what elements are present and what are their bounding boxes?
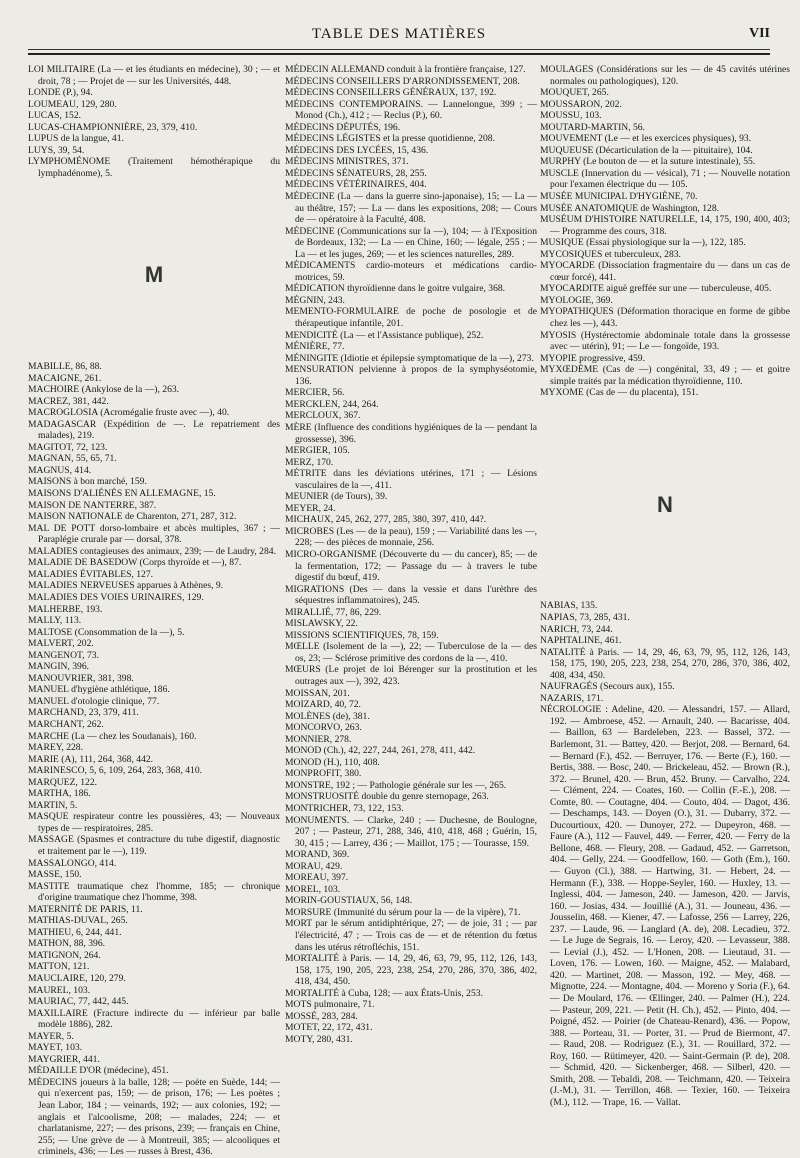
index-entry: LOUMEAU, 129, 280.	[28, 98, 117, 110]
index-entry: MONSTRE, 192 ; — Pathologie générale sur les —, 265.	[285, 779, 507, 791]
index-entry: MACROGLOSIA (Acromégalie fruste avec —), 40.	[28, 407, 230, 419]
index-entry: MÉDECIN ALLEMAND conduit à la frontière française, 127.	[285, 64, 526, 75]
index-entry: MABILLE, 86, 88.	[28, 361, 102, 373]
index-entry: MYOPATHIQUES (Déformation thoracique en forme de gibbe chez les —), 443.	[540, 306, 790, 330]
index-entry: MARQUEZ, 122.	[28, 776, 98, 788]
index-entry: NÉCROLOGIE : Adeline, 420. — Alessandri, 157. — Allard, 192. — Ambroese, 452. — Arnault, 240. — Bacarisse, 404. — Baillon, 63 — Bardeleben, 223. — Bassel, 372. — Barlemont, 31. — Battey, 420. — Berjot, 208. — Bernard, 64. — Bernard (F.), 452. — Berruyer, 176. — Berte (F.), 160. — Bertis, 388. — Bosc, 240. — Brickeleau, 452. — Brown (R.), 372. — Brunel, 420. — Brun, 452. Bruny. — Carvalho, 224. — Clément, 224. — Coates, 160. — Collin (F.-E.), 208. — Comte, 80. — Coutagne, 404. — Couto, 404. — Dagot, 436. — Deschamps, 143. — Doyen (O.), 31. — Dubarry, 372. — Ducourtioux, 420. — Dunoyer, 272. — Dupeyron, 468. — Faure (A.), 112 — Fauvel, 449. — Ferrer, 420. — Ferry de la Bellone, 468. — Fleury, 208. — Gadaud, 452. — Garretson, 404. — Gelly, 224. — Goodfellow, 160. — Goth (Em.), 160. — Guyon (Cl.), 388. — Hartwing, 31. — Hebert, 24. — Hermann (F.), 338. — Hoppe-Seyler, 160. — Huxley, 13. — Inglessi, 404. — Jameson, 240. — Jameson, 420. — Jarvis, 160. — Josias, 434. — Jouillié (A.), 31. — Jouneau, 436. — Jousselin, 468. — Kiener, 47. — Lafosse, 256 — Larrey, 226, 237. — Laude, 96. — Langlard (A. de), 208. Lecadieu, 372. — Le Juge de Segrais, 16. — Leroy, 420. — Levasseur, 388. — Levial (J.), 452. — L'Honen, 208. — Lieutaud, 31. — Loven, 176. — Lowen, 160. — Maigne, 452. — Malabard, 420. — Martinet, 208. — Masson, 192. — Mey, 468. — Mignotte, 224. — Montagne, 404. — Moreno y Soria (F.), 64. — De Moulard, 176. — Œllinger, 240. — Palmer (H.), 224. — Pasteur, 209, 221. — Petit (H. Ch.), 452. — Pinto, 404. — Poigné, 452. — Poirier (de Chateau-Renard), 436. — Popow, 388. — Porteau, 31. — Porter, 31. — Prud de Biermont, 47. — Raud, 208. — Rodriguez (E.), 31. — Rouillard, 372. — Roy, 160. — Rütimeyer, 420. — Saint-Germain (P. de), 208. — Schmid, 420. — Sickenberger, 468. — Silberl, 420. — Smith, 208. — Tebaldi, 208. — Teichmann, 420. — Teixeira (J.-M.), 31. — Terrillon, 468. — Texier, 160. — Teixeira (M.), 112. — Trape, 16. — Vallat.	[540, 704, 790, 1108]
index-entry: MALHERBE, 193.	[28, 603, 103, 615]
index-entry: MOREL, 103.	[285, 883, 341, 895]
index-entry: MICHAUX, 245, 262, 277, 285, 380, 397, 410, 44?.	[285, 514, 487, 526]
index-entry: MORT par le sérum antidiphtérique, 27; — de joie, 31 ; — par l'électricité, 47 ; — Trois cas de — et de rétention du fœtus dans les utérus rétrofléchis, 151.	[285, 918, 537, 953]
index-entry: MORIN-GOUSTIAUX, 56, 148.	[285, 895, 413, 907]
index-entry: MAREY, 228.	[28, 742, 83, 754]
index-entry: MAYGRIER, 441.	[28, 1053, 100, 1065]
index-entry: MASSE, 150.	[28, 869, 82, 881]
index-entry: MERCIER, 56.	[285, 387, 345, 399]
entries-n-start	[540, 600, 790, 1108]
index-entry: MALADIES NERVEUSES apparues à Athènes, 9.	[28, 580, 224, 592]
index-entry: MALTOSE (Consommation de la —), 5.	[28, 626, 185, 638]
index-entry: MACREZ, 381, 442.	[28, 395, 109, 407]
index-entry: MONTRICHER, 73, 122, 153.	[285, 803, 404, 814]
index-entry: MÉDECINS DES LYCÉES, 15, 436.	[285, 144, 429, 156]
index-entry: MUQUEUSE (Décarticulation de la — pituitaire), 104.	[540, 144, 753, 156]
index-entry: MUSCLE (Innervation du — vésical), 71 ; — Nouvelle notation pour l'examen électrique du — 105.	[540, 167, 790, 191]
index-entry: MORTALITÉ à Cuba, 128; — aux États-Unis, 253.	[285, 987, 483, 999]
index-entry: MOULAGES (Considérations sur les — de 45 cavités utérines normales ou pathologiques), 120.	[540, 64, 790, 87]
index-entry: MARCHANT, 262.	[28, 718, 104, 730]
index-entry: MARTHA, 186.	[28, 788, 91, 800]
index-entry: MAISON NATIONALE de Charenton, 271, 287, 312.	[28, 511, 237, 523]
index-entry: MÉNIÈRE, 77.	[285, 341, 345, 353]
index-entry: MAISONS à bon marché, 159.	[28, 476, 147, 488]
index-entry: MIGRATIONS (Des — dans la vessie et dans l'urèthre des séquestres inflammatoires), 245.	[285, 583, 537, 607]
index-entry: MONNIER, 278.	[285, 733, 352, 745]
index-entry: LOI MILITAIRE (La — et les étudiants en médecine), 30 ; — et droit, 78 ; — Projet de — sur les Universités, 448.	[28, 64, 280, 87]
index-entry: MANGENOT, 73.	[28, 649, 99, 661]
index-entry: MAXILLAIRE (Fracture indirecte du — inférieur par balle modèle 1886), 282.	[28, 1007, 280, 1031]
index-entry: LUPUS de la langue, 41.	[28, 133, 124, 145]
index-entry: MÉDECINS SÉNATEURS, 28, 255.	[285, 167, 427, 179]
index-entry: MYOCARDITE aiguë greffée sur une — tuberculeuse, 405.	[540, 283, 772, 295]
index-entry: MATHIAS-DUVAL, 265.	[28, 915, 128, 927]
index-entry: MICRO-ORGANISME (Découverte du — du cancer), 85; — de la fermentation, 172; — Passage du — à travers le tube digestif du bœuf, 419.	[285, 548, 537, 584]
index-entry: LUCAS-CHAMPIONNIÈRE, 23, 379, 410.	[28, 121, 198, 133]
index-entry: MYCOSIQUES et tuberculeux, 283.	[540, 248, 681, 260]
page-header	[28, 26, 770, 48]
index-entry: MONCORVO, 263.	[285, 722, 362, 734]
page-number: VII	[748, 26, 770, 41]
index-entry: MAGNAN, 55, 65, 71.	[28, 453, 117, 465]
index-entry: MAURIAC, 77, 442, 445.	[28, 996, 129, 1008]
index-entry: MÉDECINS LÉGISTES et la presse quotidienne, 208.	[285, 133, 495, 145]
page-title: TABLE DES MATIÈRES	[311, 26, 487, 42]
index-entry: MŒURS (Le projet de loi Bérenger sur la prostitution et les outrages aux —), 392, 423.	[285, 664, 537, 687]
index-entry: MERGIER, 105.	[285, 445, 350, 457]
index-entry: MERCLOUX, 367.	[285, 410, 361, 422]
index-entry: MEMENTO-FORMULAIRE de poche de posologie et de thérapeutique infantile, 201.	[285, 306, 537, 330]
index-entry: MOUVEMENT (Le — et les exercices physiques), 93.	[540, 133, 752, 145]
index-entry: MOLÈNES (de), 381.	[285, 710, 370, 722]
index-entry: MENDICITÉ (La — et l'Assistance publique), 252.	[285, 329, 484, 341]
index-entry: MARCHE (La — chez les Soudanais), 160.	[28, 730, 197, 742]
index-entry: MASSAGE (Spasmes et contracture du tube digestif, diagnostic et traitement par le —), 119.	[28, 834, 280, 857]
index-entry: MONPROFIT, 380.	[285, 768, 362, 780]
index-entry: MAUCLAIRE, 120, 279.	[28, 973, 126, 984]
index-entry: MISSIONS SCIENTIFIQUES, 78, 159.	[285, 629, 439, 641]
index-entry: MOUSSU, 103.	[540, 110, 602, 122]
index-entry: MAYET, 103.	[28, 1042, 83, 1054]
index-entry: LUCAS, 152.	[28, 110, 82, 122]
index-entry: MOUSSARON, 202.	[540, 98, 622, 110]
index-entry: NATALITÉ à Paris. — 14, 29, 46, 63, 79, 95, 112, 126, 143, 158, 175, 190, 205, 223, 238, 254, 270, 286, 370, 386, 402, 408, 434, 450.	[540, 646, 790, 681]
index-entry: MORAU, 429.	[285, 860, 343, 872]
index-entry: MOREAU, 397.	[285, 872, 349, 884]
index-entry: MAISON DE NANTERRE, 387.	[28, 499, 157, 511]
index-entry: LONDE (P.), 94.	[28, 87, 93, 99]
index-entry: MÉDICATION thyroïdienne dans le goitre vulgaire, 368.	[285, 283, 506, 295]
index-entry: LYMPHOMÉNOME (Traitement hémothérapique du lymphadénome), 5.	[28, 156, 280, 179]
index-entry: MATTON, 121.	[28, 961, 90, 973]
entries-m-continued	[285, 64, 537, 1045]
header-rule	[28, 49, 770, 50]
index-entry: MACHOIRE (Ankylose de la —), 263.	[28, 384, 180, 396]
index-entry: MANGIN, 396.	[28, 661, 90, 673]
entries-m-end	[540, 64, 790, 399]
index-entry: MISLAWSKY, 22.	[285, 618, 358, 630]
index-entry: MASSALONGO, 414.	[28, 857, 117, 869]
index-entry: MERCKLEN, 244, 264.	[285, 398, 379, 410]
index-entry: MOUQUET, 265.	[540, 87, 609, 99]
index-entry: MACAIGNE, 261.	[28, 372, 102, 384]
index-entry: MYOLOGIE, 369.	[540, 294, 613, 306]
index-entry: MIRALLIÉ, 77, 86, 229.	[285, 606, 382, 618]
index-entry: MEUNIER (de Tours), 39.	[285, 491, 388, 503]
index-entry: MEYER, 24.	[285, 502, 336, 514]
column-middle	[285, 64, 537, 1045]
index-entry: MÉDECINS CONSEILLERS D'ARRONDISSEMENT, 208.	[285, 75, 520, 87]
index-entry: MYOCARDE (Dissociation fragmentaire du — dans un cas de cœur forcé), 441.	[540, 260, 790, 283]
index-entry: MATHIEU, 6, 244, 441.	[28, 926, 122, 938]
index-entry: MÉDECINS DÉPUTÉS, 196.	[285, 121, 401, 133]
index-entry: MÉNINGITE (Idiotie et épilepsie symptomatique de la —), 273.	[285, 352, 534, 364]
index-entry: MARIE (A), 111, 264, 368, 442.	[28, 753, 154, 765]
index-entry: MÉDECINS CONTEMPORAINS. — Lannelongue, 399 ; — Monod (Ch.), 412 ; — Reclus (P.), 60.	[285, 98, 537, 122]
header-rule-double	[28, 53, 770, 55]
index-entry: MUSÉE MUNICIPAL D'HYGIÈNE, 70.	[540, 191, 698, 203]
index-entry: MAISONS D'ALIÉNÉS EN ALLEMAGNE, 15.	[28, 488, 216, 500]
index-entry: MOTS pulmonaire, 71.	[285, 999, 375, 1011]
index-entry: MALADIES contagieuses des animaux, 239; — de Laudry, 284.	[28, 545, 276, 557]
index-entry: MAYER, 5.	[28, 1030, 74, 1042]
index-entry: MASQUE respirateur contre les poussières, 43; — Nouveaux types de — respiratoires, 285.	[28, 811, 280, 834]
index-entry: MATERNITÉ DE PARIS, 11.	[28, 903, 143, 915]
index-entry: MUSIQUE (Essai physiologique sur la —), 122, 185.	[540, 237, 746, 249]
index-entry: NAPIAS, 73, 285, 431.	[540, 611, 630, 623]
index-entry: MONUMENTS. — Clarke, 240 ; — Duchesne, de Boulogne, 207 ; — Pasteur, 271, 288, 346, 410, 418, 468 ; Guérin, 15, 30, 415 ; — Larrey, 436 ; — Maillot, 175 ; — Tourasse, 159.	[285, 814, 537, 849]
index-entry: MATIGNON, 264.	[28, 949, 101, 961]
column-right	[540, 64, 790, 1108]
index-entry: MÉTRITE dans les déviations utérines, 171 ; — Lésions vasculaires de la —, 411.	[285, 468, 537, 491]
index-entry: MARINESCO, 5, 6, 109, 264, 283, 368, 410.	[28, 765, 203, 777]
index-entry: MICROBES (Les — de la peau), 159 ; — Variabilité dans les —, 228; — des pièces de monnaie, 256.	[285, 525, 537, 549]
index-entry: MOTET, 22, 172, 431.	[285, 1022, 373, 1034]
index-entry: MYOPIE progressive, 459.	[540, 352, 645, 364]
index-entry: NABIAS, 135.	[540, 600, 598, 612]
index-entry: MOIZARD, 40, 72.	[285, 699, 361, 711]
column-left	[28, 64, 280, 1158]
index-entry: MADAGASCAR (Expédition de —. Le repatriement des malades), 219.	[28, 418, 280, 442]
index-entry: MAUREL, 103.	[28, 984, 91, 996]
index-entry: MAL DE POTT dorso-lombaire et abcès multiples, 367 ; — Paraplégie crurale par — dorsal, 378.	[28, 522, 280, 546]
index-entry: MÉDECINS VÉTÉRINAIRES, 404.	[285, 179, 427, 191]
index-entry: NARICH, 73, 244.	[540, 623, 613, 635]
index-entry: MATHON, 88, 396.	[28, 938, 106, 950]
index-entry: MŒLLE (Isolement de la —), 22; — Tuberculose de la — des os, 23; — Sclérose primitive des cordons de la —, 410.	[285, 641, 537, 664]
index-entry: MAGITOT, 72, 123.	[28, 441, 108, 453]
index-entry: MALADIE DE BASEDOW (Corps thyroïde et —), 87.	[28, 557, 242, 569]
index-entry: MONOD (H.), 110, 408.	[285, 756, 380, 768]
index-entry: MÉDICAMENTS cardio-moteurs et médications cardio-motrices, 59.	[285, 260, 537, 283]
index-entry: MÉDECINE (Communications sur la —), 104; — à l'Exposition de Bordeaux, 132; — La — en Chine, 160; — légale, 255 ; — La — et les juges, 269; — et les sciences naturelles, 289.	[285, 225, 537, 260]
index-entry: NAUFRAGÉS (Secours aux), 155.	[540, 681, 675, 693]
index-entry: MERZ, 170.	[285, 456, 334, 468]
index-entry: MALVERT, 202.	[28, 638, 94, 650]
index-entry: MOUTARD-MARTIN, 56.	[540, 121, 645, 133]
index-entry: MÈRE (Influence des conditions hygiéniques de la — pendant la grossesse), 396.	[285, 421, 537, 445]
index-entry: MONOD (Ch.), 42, 227, 244, 261, 278, 411, 442.	[285, 745, 476, 757]
entries-m-start	[28, 361, 280, 1158]
section-letter-m: M	[144, 262, 164, 288]
entries-l-continued	[28, 64, 280, 179]
index-entry: MAGNUS, 414.	[28, 464, 92, 476]
index-entry: MURPHY (Le bouton de — et la suture intestinale), 55.	[540, 156, 756, 168]
index-entry: LUYS, 39, 54.	[28, 144, 85, 156]
index-entry: MALADIES DES VOIES URINAIRES, 129.	[28, 591, 204, 603]
index-entry: MORSURE (Immunité du sérum pour la — de la vipère), 71.	[285, 906, 521, 918]
index-entry: MONSTRUOSITÉ double du genre sternopage, 263.	[285, 791, 489, 803]
index-entry: MÉDECINE (La — dans la guerre sino-japonaise), 15; — La — au théâtre, 157; — La — dans les expositions, 208; — Cours de — opératoire à la Faculté, 408.	[285, 191, 537, 226]
index-entry: MYOSIS (Hystérectomie abdominale totale dans la grossesse avec — utérin), 91; — Le — fongoïde, 193.	[540, 329, 790, 353]
index-entry: NAZARIS, 171.	[540, 692, 604, 704]
index-entry: MÉDECINS CONSEILLERS GÉNÉRAUX, 137, 192.	[285, 87, 497, 99]
index-entry: MYXŒDÈME (Cas de —) congénital, 33, 49 ; — et goitre simple traités par la médication thyroïdienne, 110.	[540, 364, 790, 387]
index-entry: MOTY, 280, 431.	[285, 1033, 353, 1045]
index-entry: MENSURATION pelvienne à propos de la symphyséotomie, 136.	[285, 364, 537, 387]
index-entry: MUSÉUM D'HISTOIRE NATURELLE, 14, 175, 190, 400, 403; — Programme des cours, 318.	[540, 214, 790, 237]
section-letter-n: N	[657, 491, 673, 517]
index-entry: MARTIN, 5.	[28, 799, 78, 811]
index-entry: MANUEL d'hygiène athlétique, 186.	[28, 684, 170, 696]
index-entry: MANOUVRIER, 381, 398.	[28, 672, 134, 684]
index-entry: MÉDAILLE D'OR (médecine), 451.	[28, 1065, 169, 1077]
index-entry: MUSÉE ANATOMIQUE de Washington, 128.	[540, 202, 720, 214]
index-entry: MÉDECINS joueurs à la balle, 128; — poète en Suède, 144; — qui n'exercent pas, 159; — de prison, 176; — Les poètes ; Jean Labor, 184 ; — veinards, 192; — aux colonies, 192; — anglais et l'alcoolisme, 208; — malades, 224; — et charlatanisme, 227; — des prisons, 239; — français en Chine, 255; — Une grève de — à Montreuil, 385; — alcooliques et criminels, 436; — Les — russes à Brest, 436.	[28, 1076, 280, 1158]
index-entry: MORAND, 369.	[285, 849, 350, 861]
index-entry: MANUEL d'otologie clinique, 77.	[28, 695, 160, 707]
index-entry: MARCHAND, 23, 379, 411.	[28, 707, 139, 719]
index-entry: MÉDECINS MINISTRES, 371.	[285, 156, 409, 168]
index-entry: MALADIES ÉVITABLES, 127.	[28, 568, 154, 580]
index-entry: MALLY, 113.	[28, 615, 82, 627]
index-entry: MOISSAN, 201.	[285, 687, 350, 699]
index-entry: MÉGNIN, 243.	[285, 294, 345, 306]
index-entry: MYXOME (Cas de — du placenta), 151.	[540, 387, 699, 399]
index-entry: MOSSÉ, 283, 284.	[285, 1010, 358, 1022]
index-entry: MASTITE traumatique chez l'homme, 185; — chronique d'origine traumatique chez l'homme, 398.	[28, 880, 280, 904]
index-entry: MORTALITÉ à Paris. — 14, 29, 46, 63, 79, 95, 112, 126, 143, 158, 175, 190, 205, 223, 238, 254, 270, 286, 370, 386, 402, 418, 434, 450.	[285, 953, 537, 988]
index-entry: NAPHTALINE, 461.	[540, 635, 622, 647]
